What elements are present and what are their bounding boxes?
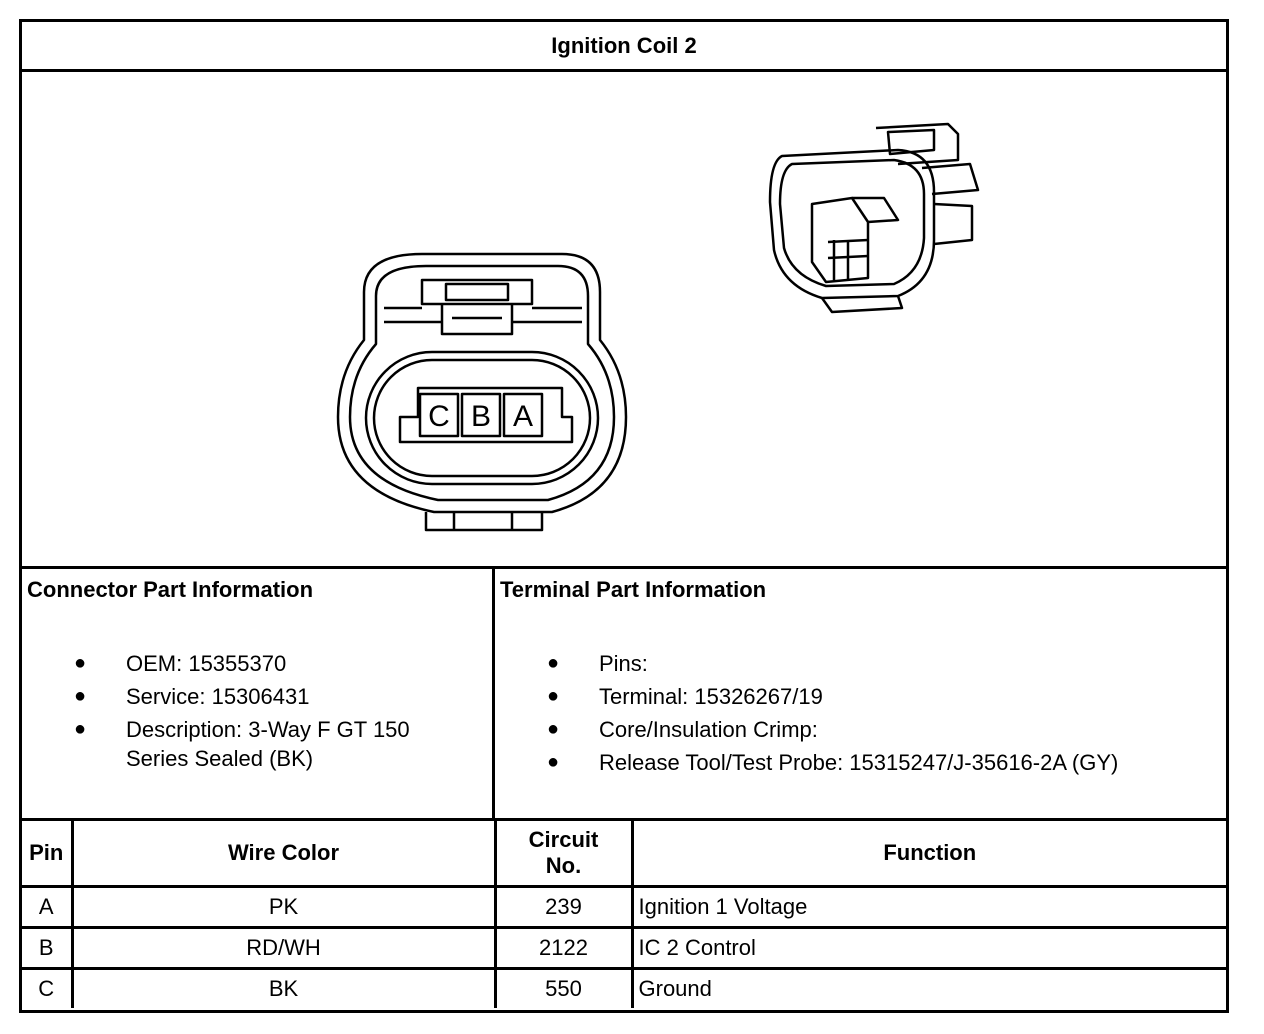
sheet-title: Ignition Coil 2 xyxy=(22,22,1226,72)
list-item: ● Terminal: 15326267/19 xyxy=(547,684,823,709)
table-row xyxy=(22,928,1226,969)
cavity-label-c: C xyxy=(428,400,450,433)
cavity-label-b: B xyxy=(470,400,492,433)
bullet-icon: ● xyxy=(74,685,87,707)
bullet-icon: ● xyxy=(547,751,560,773)
cell-wire-color: BK xyxy=(72,969,495,1009)
list-item: ● Service: 15306431 xyxy=(74,684,310,709)
cell-circuit: 2122 xyxy=(495,928,632,969)
connector-info-heading: Connector Part Information xyxy=(27,577,314,602)
connector-drawing xyxy=(22,72,1226,566)
list-item: ● OEM: 15355370 xyxy=(74,651,287,676)
cell-circuit: 239 xyxy=(495,887,632,928)
terminal-info-list xyxy=(547,649,1207,781)
cell-wire-color: RD/WH xyxy=(72,928,495,969)
list-item: ● Core/Insulation Crimp: xyxy=(547,717,818,742)
cell-function: Ground xyxy=(632,969,1226,1009)
bullet-icon: ● xyxy=(74,718,87,740)
connector-perspective-view xyxy=(770,124,978,312)
bullet-icon: ● xyxy=(547,718,560,740)
terminal-info-heading: Terminal Part Information xyxy=(500,577,767,602)
table-row xyxy=(22,887,1226,928)
header-pin: Pin xyxy=(22,821,72,887)
cell-pin: B xyxy=(22,928,72,969)
connector-info-list xyxy=(74,649,474,777)
bullet-icon: ● xyxy=(547,652,560,674)
terminal-info-panel xyxy=(495,569,1226,821)
connector-info-panel xyxy=(22,569,495,821)
bullet-icon: ● xyxy=(547,685,560,707)
list-item: ● Description: 3-Way F GT 150 Series Sealed (BK) xyxy=(74,717,410,771)
cell-pin: A xyxy=(22,887,72,928)
cell-wire-color: PK xyxy=(72,887,495,928)
list-item: ● Pins: xyxy=(547,651,648,676)
table-header-row xyxy=(22,821,1226,887)
cell-function: IC 2 Control xyxy=(632,928,1226,969)
header-wire-color: Wire Color xyxy=(72,821,495,887)
bullet-icon: ● xyxy=(74,652,87,674)
list-item: ● Release Tool/Test Probe: 15315247/J-35616-2A (GY) xyxy=(547,750,1119,775)
cavity-label-a: A xyxy=(512,400,534,433)
connector-face-view xyxy=(338,254,626,530)
cell-function: Ignition 1 Voltage xyxy=(632,887,1226,928)
pinout-table xyxy=(22,821,1226,1008)
cell-pin: C xyxy=(22,969,72,1009)
header-circuit: Circuit No. xyxy=(495,821,632,887)
connector-drawing-panel xyxy=(22,72,1226,569)
connector-sheet xyxy=(19,19,1229,1013)
cell-circuit: 550 xyxy=(495,969,632,1009)
header-function: Function xyxy=(632,821,1226,887)
table-row xyxy=(22,969,1226,1009)
